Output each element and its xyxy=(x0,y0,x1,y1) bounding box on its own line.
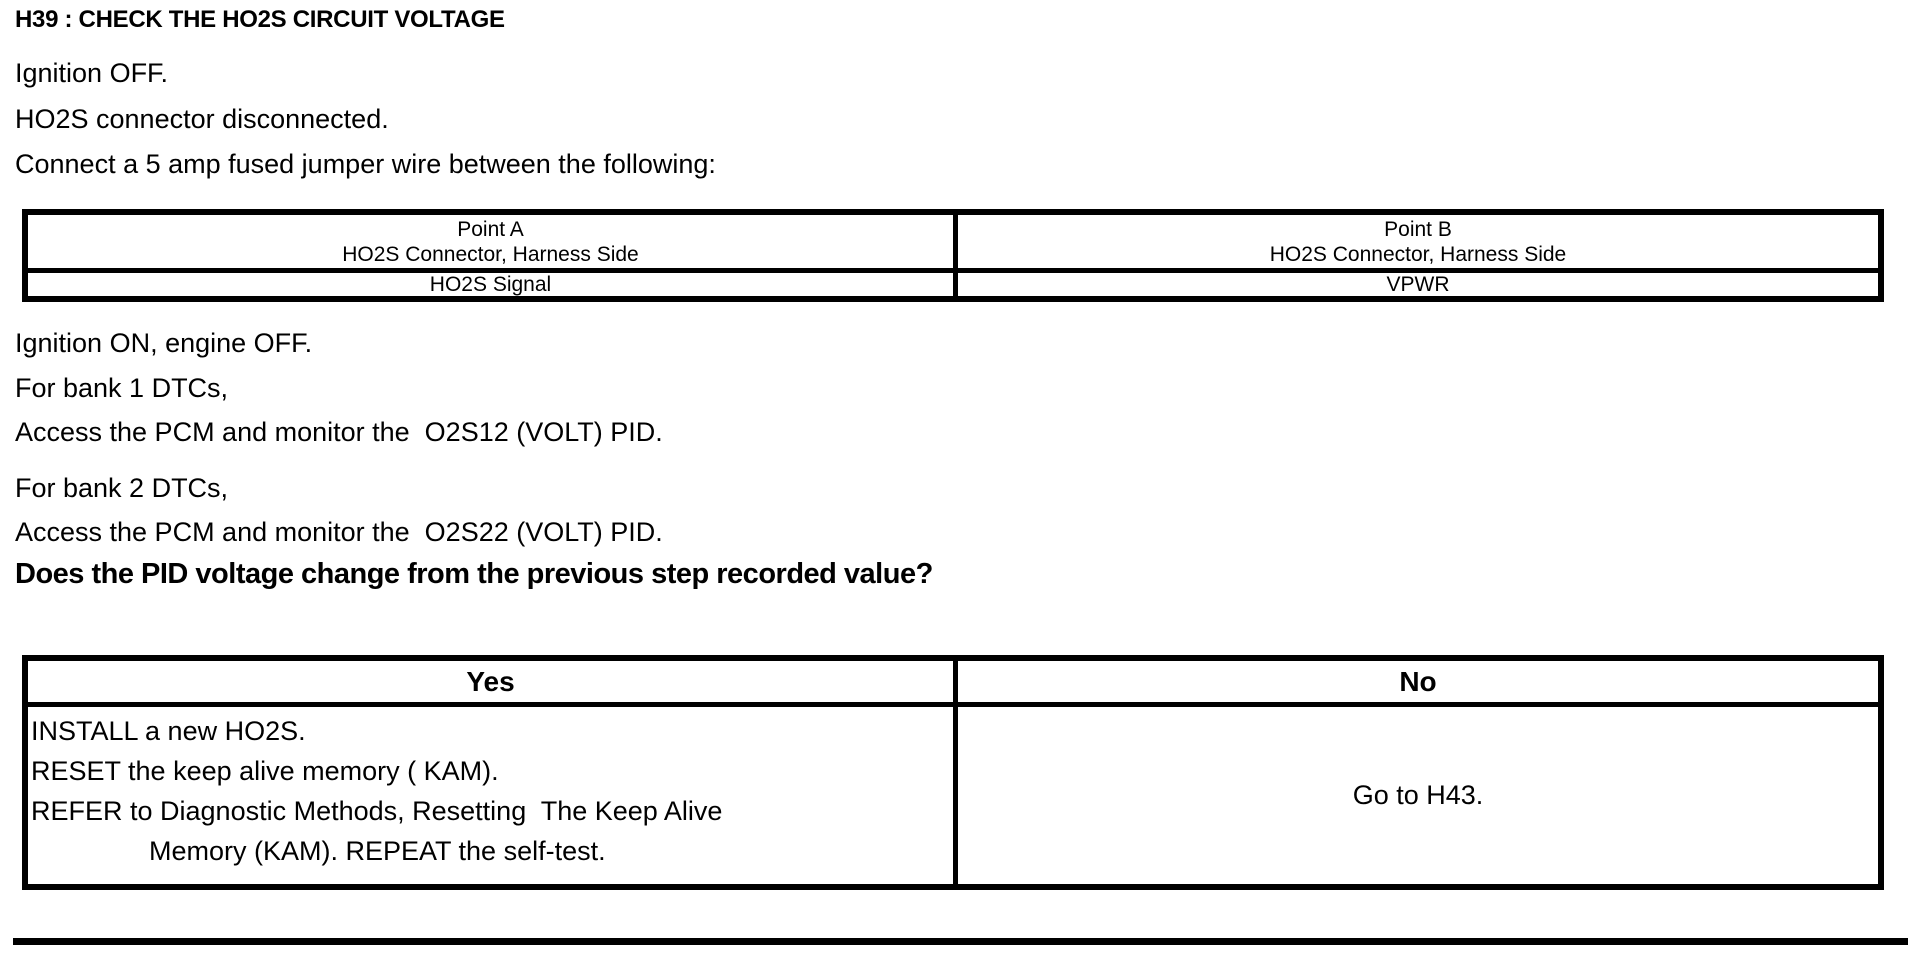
step-monitor-o2s12: Access the PCM and monitor the O2S12 (VOLT) PID. xyxy=(15,417,663,447)
point-b-pin: VPWR xyxy=(1386,273,1450,296)
decision-yes-actions xyxy=(28,702,953,884)
no-action-goto: Go to H43. xyxy=(1352,780,1484,810)
point-a-sublabel: HO2S Connector, Harness Side xyxy=(342,242,639,266)
step-connector-disconnected: HO2S connector disconnected. xyxy=(15,104,389,134)
step-bank2-dtcs: For bank 2 DTCs, xyxy=(15,473,229,503)
step-monitor-o2s22: Access the PCM and monitor the O2S22 (VOLT) PID. xyxy=(15,517,663,547)
point-a-pin: HO2S Signal xyxy=(429,273,552,296)
step-ignition-off: Ignition OFF. xyxy=(15,58,169,88)
jumper-wire-table xyxy=(22,209,1884,302)
decision-header-no xyxy=(953,661,1878,702)
page-title: H39 : CHECK THE HO2S CIRCUIT VOLTAGE xyxy=(15,6,505,33)
point-b-sublabel: HO2S Connector, Harness Side xyxy=(1269,242,1567,266)
jumper-table-header-point-a xyxy=(28,215,953,268)
step-ignition-on: Ignition ON, engine OFF. xyxy=(15,328,313,358)
yes-action-reset-kam: RESET the keep alive memory ( KAM). xyxy=(31,756,499,786)
yes-header-label: Yes xyxy=(466,665,515,697)
jumper-table-value-point-b xyxy=(953,268,1878,296)
yes-action-install: INSTALL a new HO2S. xyxy=(31,716,306,746)
point-b-label: Point B xyxy=(1384,217,1452,241)
jumper-table-header-point-b xyxy=(953,215,1878,268)
decision-question: Does the PID voltage change from the previous step recorded value? xyxy=(15,558,933,590)
jumper-table-value-point-a xyxy=(28,268,953,296)
decision-header-yes xyxy=(28,661,953,702)
decision-table xyxy=(22,655,1884,890)
bottom-rule-divider xyxy=(13,938,1908,945)
step-connect-jumper: Connect a 5 amp fused jumper wire between the following: xyxy=(15,149,716,179)
step-bank1-dtcs: For bank 1 DTCs, xyxy=(15,373,229,403)
point-a-label: Point A xyxy=(457,217,524,241)
yes-action-refer: REFER to Diagnostic Methods, Resetting The Keep Alive xyxy=(31,796,723,826)
no-header-label: No xyxy=(1399,665,1437,697)
decision-no-action xyxy=(953,702,1878,884)
yes-action-refer-continued: Memory (KAM). REPEAT the self-test. xyxy=(149,836,606,866)
